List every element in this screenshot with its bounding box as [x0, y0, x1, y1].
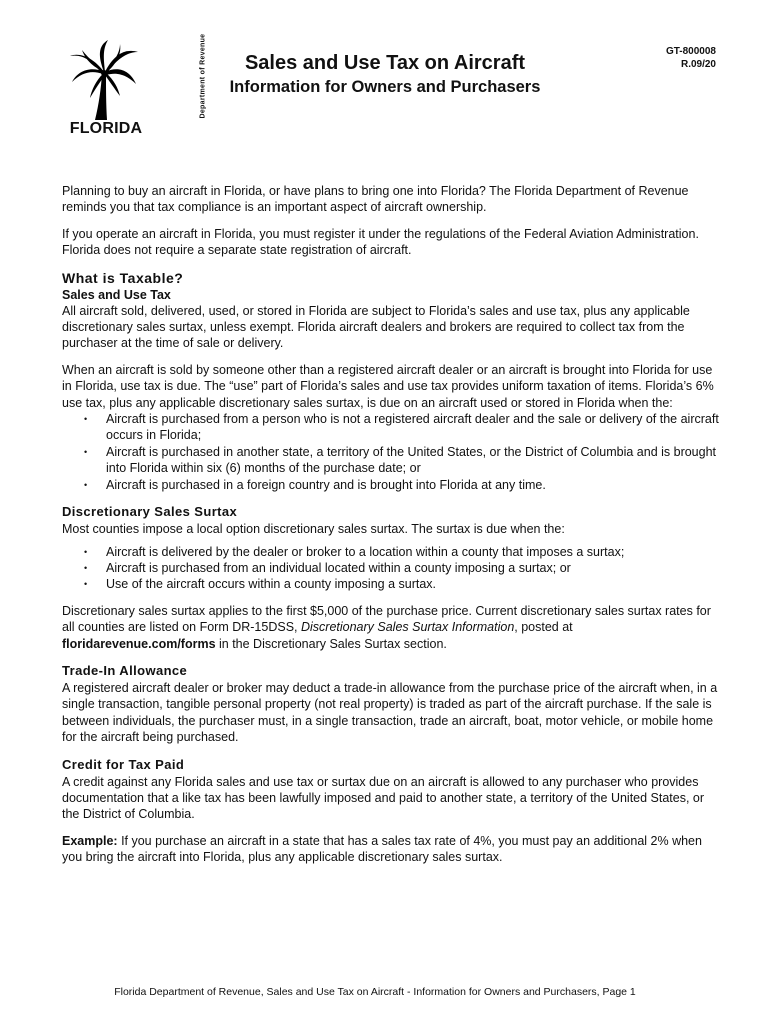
subheading-sales-use-tax: Sales and Use Tax	[62, 287, 171, 302]
intro-paragraph-1: Planning to buy an aircraft in Florida, or have plans to bring one into Florida? The Florida Department of Revenue reminds you that tax compliance is an important aspect of aircraft ownership.	[62, 184, 689, 215]
section-heading-tradein: Trade-In Allowance	[62, 662, 188, 678]
form-dr15dss-title: Discretionary Sales Surtax Information	[300, 620, 515, 635]
form-revision: R.09/20	[680, 59, 716, 70]
logo-florida-word: FLORIDA	[69, 120, 143, 137]
form-number	[666, 45, 716, 71]
form-id: GT-800008	[665, 46, 716, 57]
list-item: • Aircraft is purchased from a person who is not a registered aircraft dealer and the sale or delivery of the aircraft occurs in Florida;	[106, 411, 724, 444]
page-footer: Florida Department of Revenue, Sales and Use Tax on Aircraft - Information for Owners and Purchasers, Page 1	[114, 986, 636, 998]
list-item: • Aircraft is purchased from an individual located within a county imposing a surtax; or	[106, 560, 724, 576]
section-heading-surtax: Discretionary Sales Surtax	[62, 504, 238, 520]
credit-example: Example: If you purchase an aircraft in a state that has a sales tax rate of 4%, you must pay an additional 2% when you bring the aircraft into Florida, plus any applicable discretionary sales surtax.	[62, 833, 702, 865]
list-item: • Use of the aircraft occurs within a county imposing a surtax.	[106, 576, 724, 592]
tradein-paragraph: A registered aircraft dealer or broker may deduct a trade-in allowance from the purchase price of the aircraft when, in a single transaction, tangible personal property (not real property) is traded as part of the aircraft purchase. If the sale is between individuals, the purchaser must, in a single transaction, trade an aircraft, boat, motor vehicle, or mobile home for the aircraft being purchased.	[62, 680, 718, 745]
section-heading-credit: Credit for Tax Paid	[62, 756, 185, 772]
forms-link[interactable]: floridarevenue.com/forms	[62, 636, 216, 651]
list-item: • Aircraft is delivered by the dealer or broker to a location within a county that imposes a surtax;	[106, 544, 724, 560]
palm-tree-icon	[68, 38, 144, 122]
section-heading-taxable: What is Taxable?	[62, 269, 184, 286]
surtax-paragraph-2: Discretionary sales surtax applies to the first $5,000 of the purchase price. Current discretionary sales surtax rates for all counties are listed on Form DR-15DSS, Discretionary Sales Surtax Information, posted at floridarevenue.com/forms in the Discretionary Sales Surtax section.	[62, 603, 711, 651]
document-body	[62, 183, 724, 876]
logo-department-text: Department of Revenue	[199, 33, 207, 119]
credit-paragraph: A credit against any Florida sales and use tax or surtax due on an aircraft is allowed to any purchaser who provides documentation that a like tax has been lawfully imposed and paid to another state, a territory of the United States, or the District of Columbia.	[62, 774, 705, 822]
page-title: Sales and Use Tax on Aircraft	[244, 52, 526, 74]
florida-dor-logo	[68, 33, 207, 140]
taxable-bullet-list	[62, 411, 724, 493]
surtax-bullet-list	[62, 544, 724, 593]
taxable-paragraph-2: When an aircraft is sold by someone other than a registered aircraft dealer or an aircraft is brought into Florida for use in Florida, use tax is due. The “use” part of Florida’s sales and use tax provides uniform taxation of items. Florida’s 6% use tax, plus any applicable discretionary sales surtax, is due on an aircraft used or stored in Florida when the:	[62, 362, 714, 410]
intro-paragraph-2: If you operate an aircraft in Florida, you must register it under the regulations of the Federal Aviation Administration. Florida does not require a separate state registration of aircraft.	[62, 226, 699, 258]
page-subtitle: Information for Owners and Purchasers	[229, 78, 541, 96]
list-item: • Aircraft is purchased in another state, a territory of the United States, or the District of Columbia and is brought into Florida within six (6) months of the purchase date; or	[106, 444, 724, 477]
surtax-paragraph-1: Most counties impose a local option discretionary sales surtax. The surtax is due when the:	[62, 522, 565, 537]
list-item: • Aircraft is purchased in a foreign country and is brought into Florida at any time.	[106, 477, 724, 493]
taxable-paragraph-1: All aircraft sold, delivered, used, or stored in Florida are subject to Florida’s sales and use tax, plus any applicable discretionary sales surtax, unless exempt. Florida aircraft dealers and brokers are required to collect tax from the purchaser at the time of sale or delivery.	[62, 303, 690, 351]
